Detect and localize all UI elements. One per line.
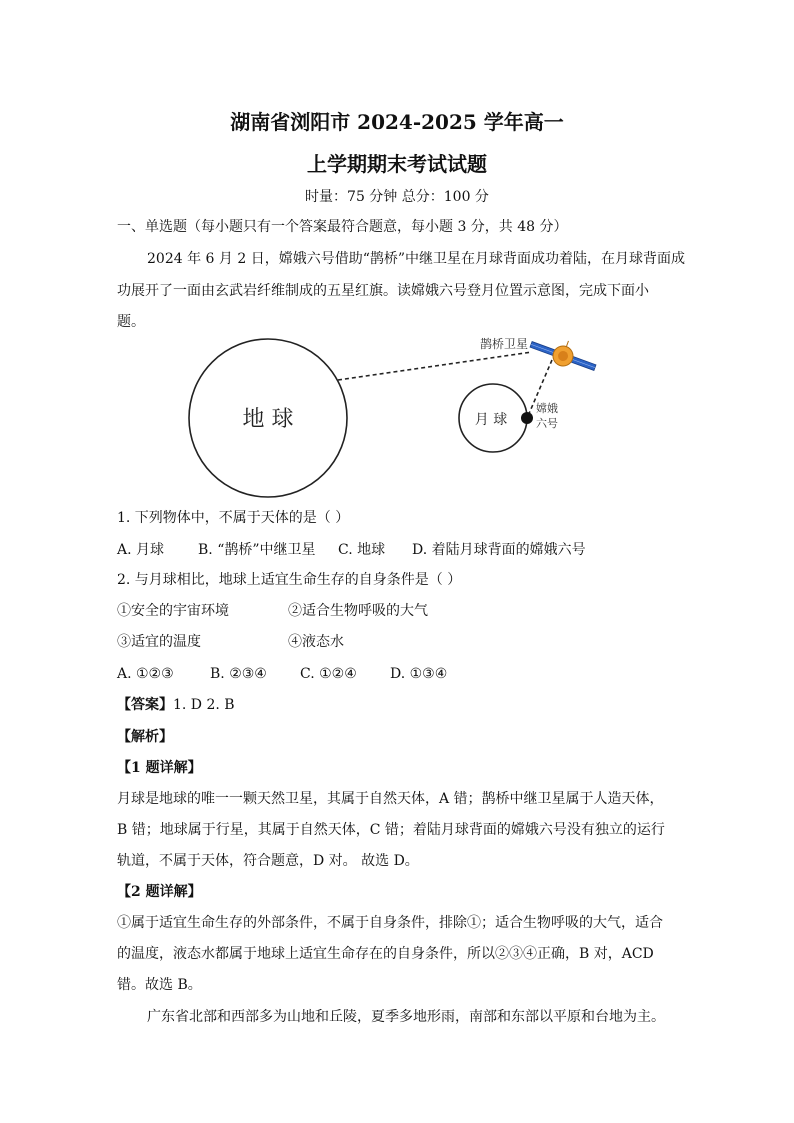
q1-analysis-line-1: 月球是地球的唯一一颗天然卫星，其属于自然天体，A 错；鹊桥中继卫星属于人造天体， (117, 791, 664, 807)
intro-line-1: 2024 年 6 月 2 日，嫦娥六号借助“鹊桥”中继卫星在月球背面成功着陆，在月球背面成 (147, 251, 686, 267)
intro-line-2: 功展开了一面由玄武岩纤维制成的五星红旗。读嫦娥六号登月位置示意图，完成下面小 (117, 283, 649, 299)
question-1-stem: 1. 下列物体中，不属于天体的是（ ） (117, 510, 350, 526)
question-2-stem: 2. 与月球相比，地球上适宜生命生存的自身条件是（ ） (117, 572, 462, 588)
lander-dot (521, 412, 533, 424)
answer-label: 【答案】 (117, 697, 173, 713)
q1-option-a: A. 月球 (117, 542, 165, 558)
q1-analysis-label: 【1 题详解】 (117, 760, 202, 776)
answer-text: 1. D 2. B (173, 697, 235, 713)
q2-item-2: ②适合生物呼吸的大气 (288, 603, 428, 619)
analysis-label: 【解析】 (117, 729, 173, 745)
q2-analysis-line-1: ①属于适宜生命生存的外部条件，不属于自身条件，排除①；适合生物呼吸的大气，适合 (117, 915, 663, 931)
q1-analysis-line-2: B 错；地球属于行星，其属于自然天体，C 错；着陆月球背面的嫦娥六号没有独立的运行 (117, 822, 665, 838)
chang-e-6-landing-diagram (180, 330, 600, 505)
lander-label-line2: 六号 (536, 417, 558, 430)
q2-item-1: ①安全的宇宙环境 (117, 603, 229, 619)
q2-analysis-line-3: 错。故选 B。 (117, 977, 202, 993)
queqiao-satellite-icon (528, 330, 600, 377)
intro-line-3: 题。 (117, 314, 145, 330)
q2-option-b: B. ②③④ (210, 666, 267, 682)
q2-option-c: C. ①②④ (300, 666, 357, 682)
moon-label: 月 球 (474, 412, 508, 428)
q2-analysis-label: 【2 题详解】 (117, 884, 202, 900)
section-heading: 一、单选题（每小题只有一个答案最符合题意，每小题 3 分，共 48 分） (117, 219, 568, 235)
q2-item-4: ④液态水 (288, 634, 344, 650)
q1-option-b: B. “鹊桥”中继卫星 (198, 542, 316, 558)
q1-option-c: C. 地球 (338, 542, 386, 558)
q1-analysis-line-3: 轨道，不属于天体，符合题意，D 对。 故选 D。 (117, 853, 419, 869)
q2-item-3: ③适宜的温度 (117, 634, 201, 650)
satellite-label: 鹊桥卫星 (480, 337, 529, 351)
earth-label: 地 球 (242, 407, 294, 432)
page-subtitle: 上学期期末考试试题 (307, 152, 487, 176)
earth-satellite-link (338, 352, 532, 380)
next-passage-intro: 广东省北部和西部多为山地和丘陵，夏季多地形雨，南部和东部以平原和台地为主。 (147, 1009, 665, 1025)
lander-label-line1: 嫦娥 (536, 402, 558, 415)
answer-line (117, 695, 235, 715)
q2-option-d: D. ①③④ (390, 666, 448, 682)
q2-analysis-line-2: 的温度，液态水都属于地球上适宜生命存在的自身条件，所以②③④正确，B 对，ACD (117, 946, 654, 962)
page-title: 湖南省浏阳市 2024-2025 学年高一 (230, 110, 564, 134)
q2-option-a: A. ①②③ (117, 666, 174, 682)
exam-meta: 时量：75 分钟 总分：100 分 (305, 189, 489, 205)
q1-option-d: D. 着陆月球背面的嫦娥六号 (412, 542, 586, 558)
